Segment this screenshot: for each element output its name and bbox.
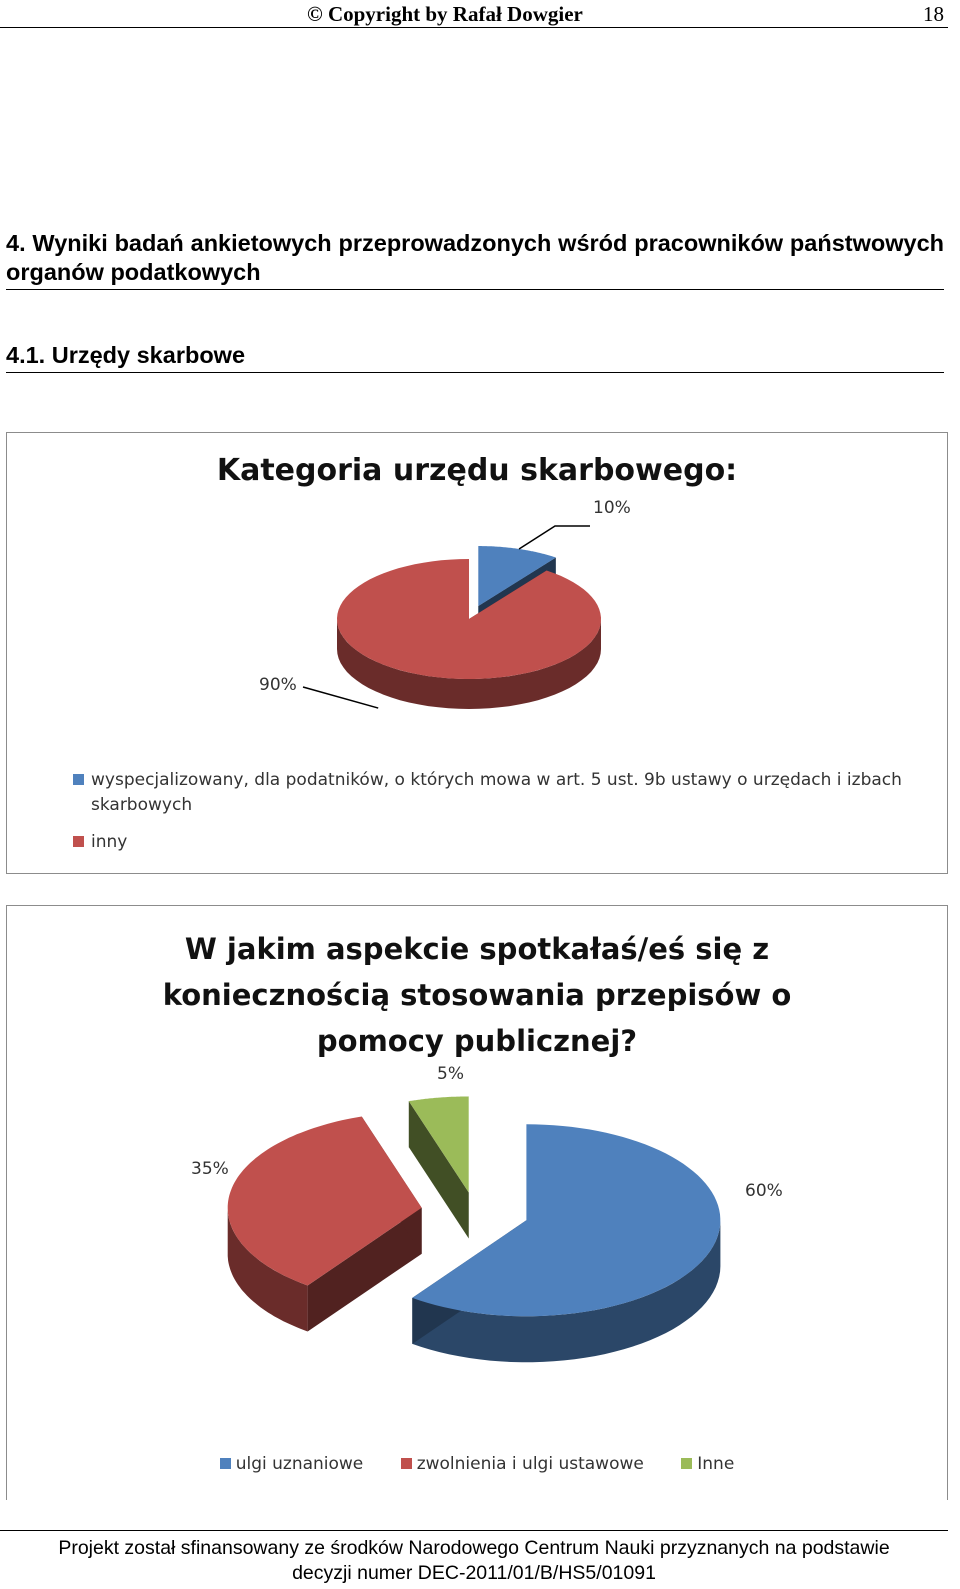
legend-label: wyspecjalizowany, dla podatników, o których mowa w art. 5 ust. 9b ustawy o urzędach i izbach skarbowych [91, 770, 902, 815]
data-label-leader [519, 526, 590, 549]
data-label: 90% [259, 675, 297, 695]
chart-title: Kategoria urzędu skarbowego: [216, 453, 738, 488]
legend-item [401, 1454, 644, 1474]
chart-legend [73, 768, 913, 867]
chart-legend [7, 1454, 947, 1474]
data-label: 35% [191, 1159, 229, 1179]
section-heading: 4. Wyniki badań ankietowych przeprowadzonych wśród pracowników państwowych organów podatkowych [6, 229, 944, 290]
subsection-heading: 4.1. Urzędy skarbowe [6, 341, 944, 373]
legend-swatch [401, 1458, 412, 1469]
data-label: 10% [593, 498, 631, 518]
data-label: 60% [745, 1181, 783, 1201]
legend-label: Inne [697, 1454, 735, 1474]
pie-chart-state-aid-aspect [6, 905, 948, 1500]
page-header [0, 0, 948, 28]
footer-line: Projekt został sfinansowany ze środków Narodowego Centrum Nauki przyznanych na podstawie [58, 1537, 890, 1559]
pie-slice [337, 559, 601, 679]
legend-label: inny [91, 832, 128, 852]
data-label-leader [303, 687, 378, 708]
copyright-notice: © Copyright by Rafał Dowgier [307, 2, 583, 26]
legend-label: zwolnienia i ulgi ustawowe [416, 1454, 644, 1474]
footer-line: decyzji numer DEC-2011/01/B/HS5/01091 [292, 1562, 656, 1584]
chart-title: W jakim aspekcie spotkałaś/eś się z koniecznością stosowania przepisów o pomocy publicznej? [162, 932, 792, 1058]
legend-item [73, 830, 913, 855]
legend-item [681, 1454, 734, 1474]
page-number: 18 [923, 2, 944, 26]
legend-swatch [220, 1458, 231, 1469]
legend-label: ulgi uznaniowe [235, 1454, 364, 1474]
legend-swatch [73, 836, 84, 847]
page-footer [0, 1530, 948, 1586]
legend-item [73, 768, 913, 818]
legend-swatch [73, 774, 84, 785]
data-label: 5% [437, 1064, 464, 1084]
legend-swatch [681, 1458, 692, 1469]
legend-item [220, 1454, 364, 1474]
pie-chart-office-category [6, 432, 948, 874]
